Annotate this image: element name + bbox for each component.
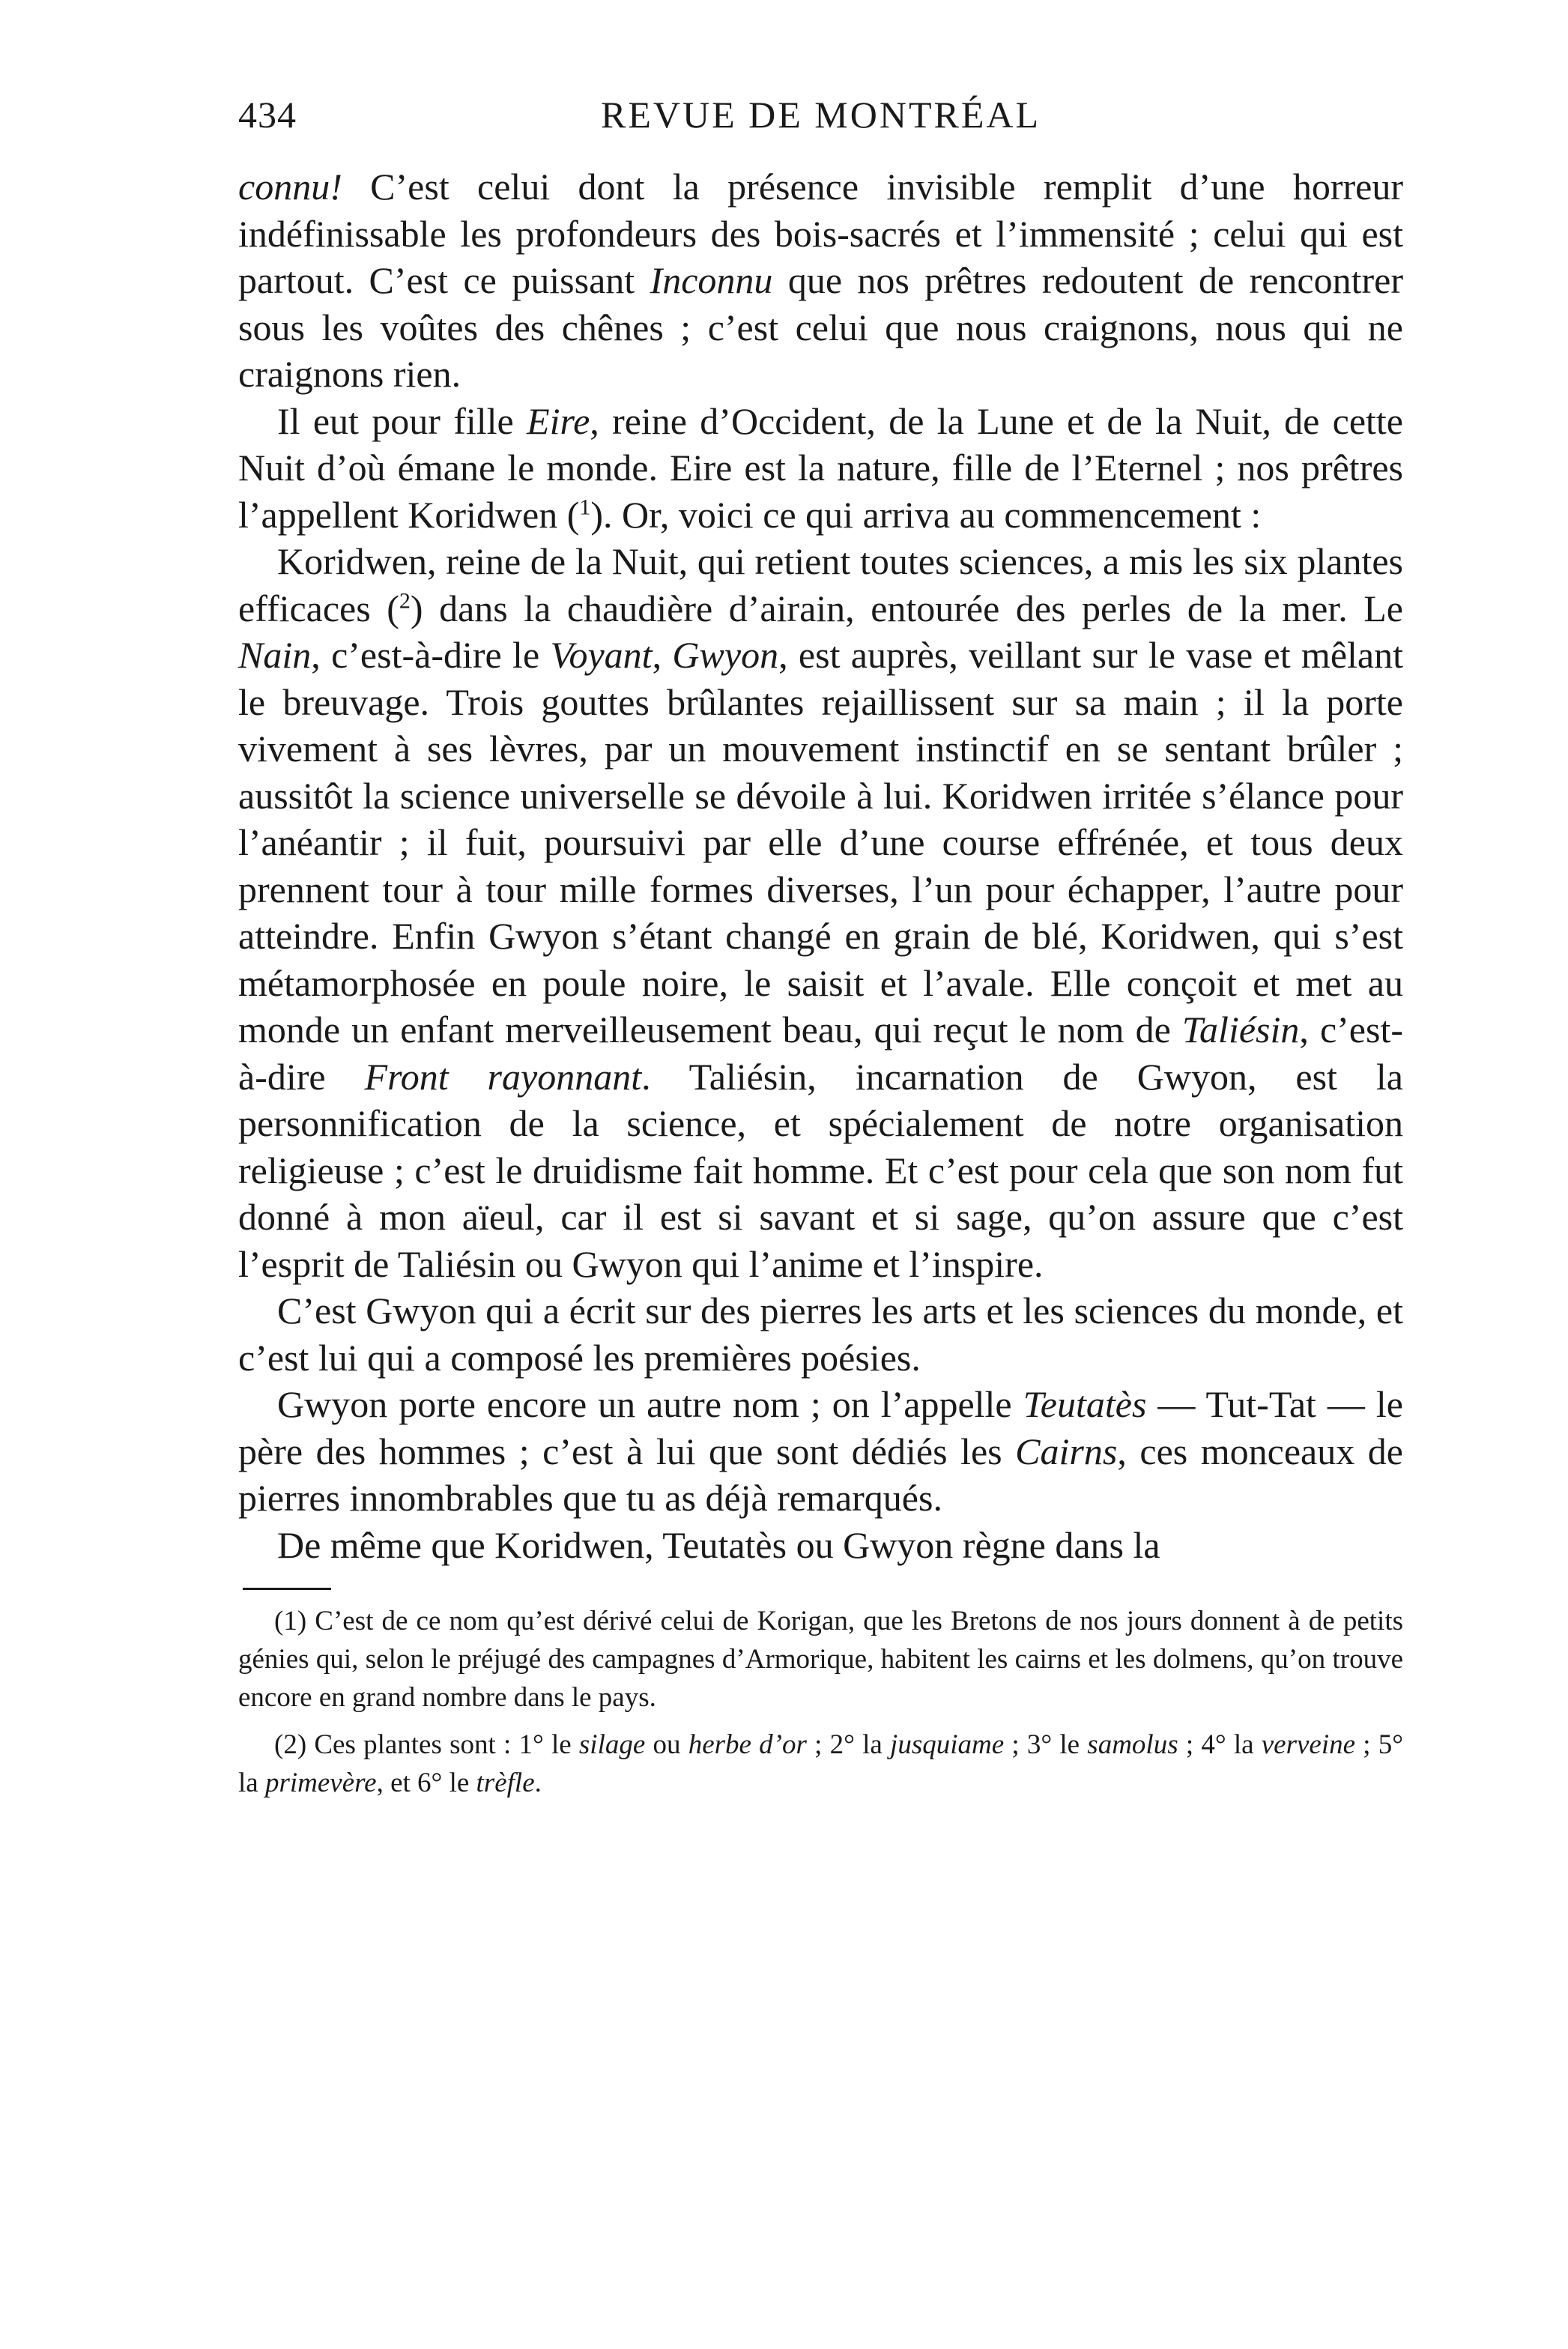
- italic-text: Cairns: [1015, 1430, 1118, 1472]
- text-run: ; 5° la: [238, 1729, 1404, 1798]
- text-run: Il eut pour fille: [277, 399, 527, 442]
- footnote-divider: [243, 1588, 331, 1590]
- text-run: ). Or, voici ce qui arriva au commencement :: [590, 493, 1262, 536]
- text-run: ou: [645, 1729, 688, 1760]
- italic-text: Taliésin: [1181, 1009, 1300, 1050]
- text-run: ,: [652, 634, 673, 676]
- text-run: , c’est-à-dire le: [311, 634, 551, 676]
- italic-text: samolus: [1087, 1729, 1178, 1760]
- text-run: C’est Gwyon qui a écrit sur des pierres les arts et les sciences du monde, et c’est lui qui a composé les premières poésies.: [238, 1290, 1403, 1379]
- italic-text: connu!: [238, 166, 342, 208]
- paragraph: [238, 1287, 1403, 1381]
- text-run: ; 3° le: [1004, 1729, 1088, 1760]
- italic-text: Front rayonnant: [364, 1055, 642, 1098]
- text-run: ; 2° la: [806, 1729, 891, 1760]
- italic-text: Inconnu: [650, 259, 773, 301]
- book-page: [238, 82, 1403, 1811]
- paragraph: [238, 398, 1403, 539]
- text-run: Koridwen, reine de la Nuit, qui retient toutes sciences, a mis les six plantes efficaces (: [238, 540, 1403, 629]
- italic-text: Voyant: [550, 634, 653, 676]
- text-run: De même que Koridwen, Teutatès ou Gwyon règne dans la: [277, 1523, 1160, 1566]
- text-run: , c’est-à-dire: [238, 1009, 1403, 1098]
- running-title: REVUE DE MONTRÉAL: [600, 94, 1041, 136]
- italic-text: Nain: [238, 634, 312, 676]
- main-text: [238, 163, 1403, 1568]
- page-header: [238, 82, 1403, 142]
- paragraph: [238, 1381, 1403, 1522]
- footnotes: [238, 1602, 1403, 1802]
- italic-text: Gwyon: [672, 634, 779, 676]
- footnote-ref: 1: [579, 494, 591, 519]
- paragraph: [238, 538, 1403, 1287]
- text-run: — Tut-Tat — le père des hommes ; c’est à lui que sont dédiés les: [238, 1383, 1403, 1472]
- italic-text: Teutatès: [1023, 1383, 1147, 1425]
- text-run: que nos prêtres redoutent de rencontrer sous les voûtes des chênes ; c’est celui que nous craignons, nous qui ne craignons rien.: [238, 259, 1403, 395]
- italic-text: verveine: [1261, 1729, 1356, 1760]
- footnote: [238, 1602, 1403, 1717]
- footnote: [238, 1726, 1403, 1802]
- text-run: (1) C’est de ce nom qu’est dérivé celui de Korigan, que les Bretons de nos jours donnent à de petits génies qui, selon le préjugé des campagnes d’Armorique, habitent les cairns et les dolmens, qu’on trouve encore en grand nombre dans le pays.: [238, 1606, 1403, 1713]
- italic-text: herbe d’or: [688, 1729, 807, 1760]
- italic-text: Eire: [527, 399, 590, 442]
- text-run: , ces monceaux de pierres innombrables que tu as déjà remarqués.: [238, 1430, 1403, 1519]
- page-number: 434: [238, 94, 297, 136]
- footnote-ref: 2: [399, 587, 411, 613]
- text-run: , est auprès, veillant sur le vase et mêlant le breuvage. Trois gouttes brûlantes rejaillissent sur sa main ; il la porte vivement à ses lèvres, par un mouvement instinctif en se sentant brûler ; aussitôt la science universelle se dévoile à lui. Koridwen irritée s’élance pour l’anéantir ; il fuit, poursuivi par elle d’une course effrénée, et tous deux prennent tour à tour mille formes diverses, l’un pour échapper, l’autre pour atteindre. Enfin Gwyon s’étant changé en grain de blé, Koridwen, qui s’est métamorphosée en poule noire, le saisit et l’avale. Elle conçoit et met au monde un enfant merveilleusement beau, qui reçut le nom de: [238, 634, 1403, 1050]
- italic-text: trèfle: [476, 1768, 535, 1798]
- italic-text: jusquiame: [890, 1729, 1005, 1760]
- text-run: , et 6° le: [376, 1768, 476, 1798]
- paragraph: [238, 163, 1403, 398]
- italic-text: silage: [578, 1729, 646, 1760]
- text-run: , reine d’Occident, de la Lune et de la Nuit, de cette Nuit d’où émane le monde. Eire est la nature, fille de l’Eternel ; nos prêtres l’appellent Koridwen (: [238, 399, 1403, 536]
- italic-text: primevère: [264, 1768, 377, 1798]
- paragraph: [238, 1522, 1403, 1569]
- text-run: C’est celui dont la présence invisible remplit d’une horreur indéfinissable les profondeurs des bois-sacrés et l’immensité ; celui qui est partout. C’est ce puissant: [238, 166, 1403, 301]
- text-run: .: [534, 1768, 542, 1798]
- text-run: ; 4° la: [1178, 1729, 1262, 1760]
- text-run: . Taliésin, incarnation de Gwyon, est la personnification de la science, et spécialement de notre organisation religieuse ; c’est le druidisme fait homme. Et c’est pour cela que son nom fut donné à mon aïeul, car il est si savant et si sage, qu’on assure que c’est l’esprit de Taliésin ou Gwyon qui l’anime et l’inspire.: [238, 1055, 1403, 1285]
- text-run: ) dans la chaudière d’airain, entourée des perles de la mer. Le: [410, 587, 1403, 629]
- text-run: Gwyon porte encore un autre nom ; on l’appelle: [277, 1383, 1023, 1425]
- text-run: (2) Ces plantes sont : 1° le: [274, 1729, 579, 1760]
